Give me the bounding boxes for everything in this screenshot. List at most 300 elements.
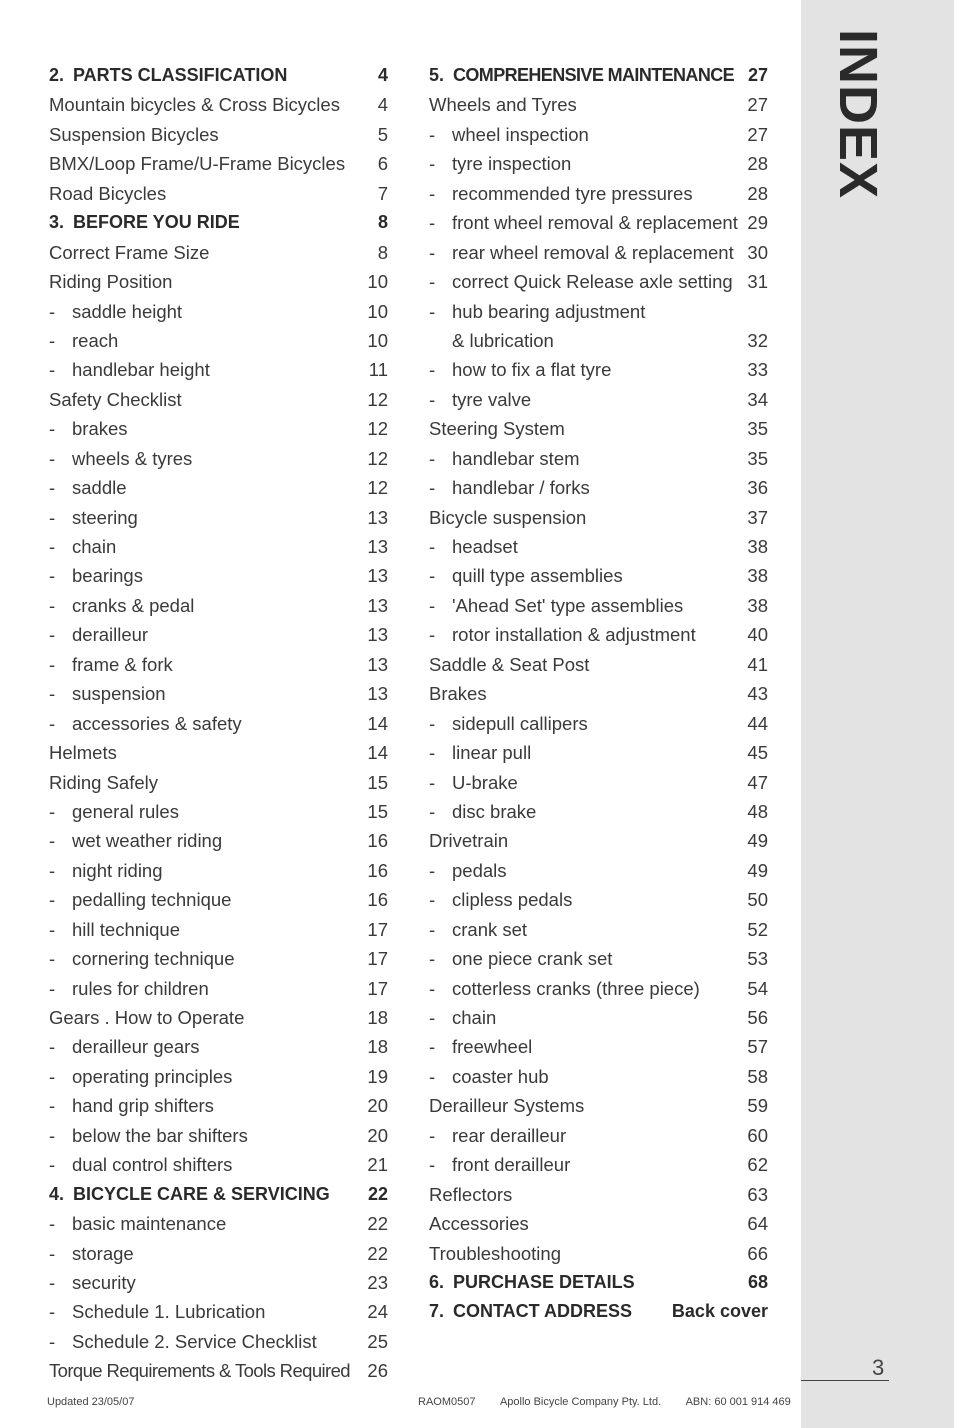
toc-entry-title: disc brake — [452, 800, 537, 822]
toc-bullet-dash: - — [429, 241, 436, 263]
toc-section-number: 3. — [49, 212, 65, 233]
toc-bullet-dash: - — [429, 977, 436, 999]
toc-page-number: 14 — [367, 742, 388, 764]
toc-entry-title: saddle — [72, 477, 127, 499]
toc-entry-title: cotterless cranks (three piece) — [452, 977, 700, 999]
toc-page-number: 33 — [747, 359, 768, 381]
toc-bullet-dash: - — [429, 742, 436, 764]
toc-entry — [49, 826, 388, 855]
toc-entry — [49, 297, 388, 326]
toc-page-number: 41 — [747, 653, 768, 675]
toc-page-number: 37 — [747, 506, 768, 528]
toc-page-number: 62 — [747, 1154, 768, 1176]
toc-bullet-dash: - — [429, 359, 436, 381]
toc-entry-title: Derailleur Systems — [429, 1095, 585, 1117]
toc-page-number: 30 — [747, 241, 768, 263]
toc-entry — [429, 591, 768, 620]
toc-entry — [49, 473, 388, 502]
toc-entry-title: general rules — [72, 800, 179, 822]
toc-entry — [429, 149, 768, 178]
toc-page-number: 64 — [747, 1213, 768, 1235]
toc-entry — [429, 414, 768, 443]
toc-entry-title: correct Quick Release axle setting — [452, 271, 733, 293]
toc-bullet-dash: - — [49, 1213, 56, 1235]
toc-bullet-dash: - — [429, 477, 436, 499]
toc-entry — [49, 1062, 388, 1091]
toc-right-column — [429, 61, 768, 1327]
toc-page-number: 17 — [367, 948, 388, 970]
toc-page-number: 13 — [367, 683, 388, 705]
toc-entry-title: Mountain bicycles & Cross Bicycles — [49, 94, 340, 116]
toc-page-number: 4 — [377, 65, 388, 85]
toc-entry — [429, 826, 768, 855]
toc-entry-title: storage — [72, 1242, 134, 1264]
toc-entry-title: bearings — [72, 565, 143, 587]
toc-bullet-dash: - — [429, 153, 436, 175]
toc-bullet-dash: - — [429, 859, 436, 881]
toc-entry — [49, 738, 388, 767]
toc-bullet-dash: - — [49, 506, 56, 528]
toc-bullet-dash: - — [49, 977, 56, 999]
toc-entry — [49, 591, 388, 620]
toc-page-number: 45 — [747, 742, 768, 764]
toc-page-number: 49 — [747, 830, 768, 852]
toc-entry-title: Gears . How to Operate — [49, 1007, 245, 1028]
toc-bullet-dash: - — [49, 653, 56, 675]
toc-page-number: 49 — [747, 859, 768, 881]
toc-bullet-dash: - — [49, 1271, 56, 1293]
toc-page-number: 13 — [367, 565, 388, 587]
toc-bullet-dash: - — [49, 918, 56, 940]
toc-entry-title: Troubleshooting — [429, 1242, 561, 1264]
toc-page-number: 14 — [367, 712, 388, 734]
toc-entry-title: tyre inspection — [452, 153, 572, 175]
toc-entry-title: frame & fork — [72, 653, 173, 675]
toc-entry — [429, 238, 768, 267]
toc-entry — [429, 944, 768, 973]
toc-page-number: Back cover — [671, 1301, 768, 1322]
toc-page-number: 13 — [367, 594, 388, 616]
toc-bullet-dash: - — [49, 712, 56, 734]
toc-entry — [49, 944, 388, 973]
toc-entry-title: operating principles — [72, 1065, 233, 1087]
toc-left-column — [49, 61, 388, 1386]
toc-page-number: 22 — [367, 1213, 388, 1235]
toc-entry — [429, 1209, 768, 1238]
toc-entry-title: & lubrication — [452, 329, 554, 351]
toc-entry — [49, 1003, 388, 1032]
footer-company: Apollo Bicycle Company Pty. Ltd. — [499, 1396, 662, 1408]
toc-page-number: 68 — [747, 1271, 768, 1292]
toc-entry-title: CONTACT ADDRESS — [453, 1301, 632, 1322]
toc-page-number: 28 — [747, 153, 768, 175]
toc-entry-title: front derailleur — [452, 1154, 571, 1176]
toc-entry — [49, 414, 388, 443]
toc-section-heading — [429, 1297, 768, 1326]
toc-entry-title: U-brake — [452, 771, 518, 793]
toc-bullet-dash: - — [49, 359, 56, 381]
toc-bullet-dash: - — [49, 859, 56, 881]
toc-page-number: 54 — [747, 977, 768, 999]
toc-entry — [429, 974, 768, 1003]
toc-entry-title: hand grip shifters — [72, 1095, 214, 1117]
toc-entry-title: Steering System — [429, 418, 565, 440]
toc-page-number: 44 — [747, 712, 768, 734]
toc-entry-title: derailleur gears — [72, 1036, 200, 1058]
toc-entry-title: tyre valve — [452, 388, 532, 410]
toc-entry-title: Correct Frame Size — [49, 241, 210, 263]
toc-page-number: 56 — [747, 1007, 768, 1028]
toc-entry — [49, 679, 388, 708]
toc-entry — [429, 709, 768, 738]
toc-entry — [49, 1327, 388, 1356]
toc-page-number: 12 — [367, 388, 388, 410]
toc-entry-title: hill technique — [72, 918, 180, 940]
toc-entry — [49, 179, 388, 208]
toc-bullet-dash: - — [49, 830, 56, 852]
toc-entry — [429, 179, 768, 208]
toc-entry — [49, 444, 388, 473]
toc-page-number: 60 — [747, 1124, 768, 1146]
toc-section-number: 6. — [429, 1271, 445, 1292]
toc-bullet-dash: - — [429, 536, 436, 557]
toc-entry-title: Accessories — [429, 1213, 529, 1235]
toc-entry — [429, 297, 768, 326]
toc-bullet-dash: - — [429, 800, 436, 822]
toc-entry — [49, 326, 388, 355]
toc-bullet-dash: - — [429, 388, 436, 410]
toc-page-number: 36 — [747, 477, 768, 499]
toc-bullet-dash: - — [429, 1065, 436, 1087]
toc-entry — [429, 208, 768, 237]
toc-page-number: 48 — [747, 800, 768, 822]
toc-entry — [49, 355, 388, 384]
toc-bullet-dash: - — [49, 477, 56, 499]
toc-entry — [49, 385, 388, 414]
toc-entry-title: coaster hub — [452, 1065, 549, 1087]
toc-entry-title: Helmets — [49, 742, 117, 764]
toc-entry-title: one piece crank set — [452, 948, 613, 970]
toc-entry-title: rotor installation & adjustment — [452, 624, 696, 646]
toc-bullet-dash: - — [49, 418, 56, 440]
footer-updated: Updated 23/05/07 — [47, 1396, 135, 1408]
toc-entry-title: freewheel — [452, 1036, 533, 1058]
toc-entry — [429, 679, 768, 708]
toc-entry-title: front wheel removal & replacement — [452, 212, 738, 234]
toc-page-number: 35 — [747, 447, 768, 469]
toc-page-number: 38 — [747, 565, 768, 587]
toc-entry — [429, 532, 768, 561]
toc-page-number: 19 — [367, 1065, 388, 1087]
toc-entry-title: Torque Requirements & Tools Required — [49, 1360, 350, 1382]
toc-entry — [429, 473, 768, 502]
toc-entry-title: rear derailleur — [452, 1124, 567, 1146]
toc-entry-title: Riding Safely — [49, 771, 159, 793]
toc-bullet-dash: - — [429, 447, 436, 469]
toc-entry-title: headset — [452, 536, 518, 557]
toc-entry — [429, 650, 768, 679]
toc-entry-title: below the bar shifters — [72, 1124, 248, 1146]
toc-entry-title: reach — [72, 329, 119, 351]
toc-entry-title: derailleur — [72, 624, 149, 646]
toc-page-number: 63 — [747, 1183, 768, 1205]
toc-bullet-dash: - — [429, 300, 436, 322]
toc-entry-title: Schedule 1. Lubrication — [72, 1301, 266, 1323]
toc-entry — [49, 90, 388, 119]
toc-section-heading — [49, 1180, 388, 1209]
toc-page-number: 27 — [747, 123, 768, 145]
toc-entry — [49, 1356, 388, 1385]
toc-entry — [49, 856, 388, 885]
toc-entry — [49, 1032, 388, 1061]
toc-entry — [49, 768, 388, 797]
toc-bullet-dash: - — [49, 624, 56, 646]
toc-page-number: 11 — [368, 359, 388, 381]
toc-page-number: 59 — [747, 1095, 768, 1117]
toc-page-number: 34 — [747, 388, 768, 410]
toc-entry-title: BMX/Loop Frame/U-Frame Bicycles — [49, 153, 346, 175]
toc-entry — [429, 1062, 768, 1091]
page-number: 3 — [872, 1355, 885, 1380]
toc-page-number: 53 — [747, 948, 768, 970]
toc-page-number: 31 — [747, 271, 768, 293]
toc-page-number: 15 — [367, 771, 388, 793]
toc-entry-title: quill type assemblies — [452, 565, 623, 587]
toc-section-heading — [49, 208, 388, 237]
toc-entry — [429, 503, 768, 532]
toc-section-number: 2. — [49, 65, 65, 85]
toc-bullet-dash: - — [429, 212, 436, 234]
toc-page-number: 6 — [377, 153, 388, 175]
toc-entry-title: Riding Position — [49, 271, 173, 293]
toc-page-number: 21 — [367, 1154, 388, 1176]
toc-page-number: 57 — [747, 1036, 768, 1058]
toc-page-number: 58 — [747, 1065, 768, 1087]
toc-bullet-dash: - — [429, 182, 436, 204]
toc-entry-title: how to fix a flat tyre — [452, 359, 612, 381]
toc-page-number: 17 — [367, 918, 388, 940]
toc-page-number: 26 — [367, 1360, 388, 1382]
toc-entry-title: hub bearing adjustment — [452, 300, 646, 322]
toc-entry — [429, 385, 768, 414]
toc-entry — [49, 885, 388, 914]
toc-entry — [49, 238, 388, 267]
toc-entry-title: sidepull callipers — [452, 712, 588, 734]
toc-bullet-dash: - — [49, 1242, 56, 1264]
toc-page-number: 38 — [747, 594, 768, 616]
toc-entry-title: clipless pedals — [452, 889, 573, 911]
toc-entry-title: accessories & safety — [72, 712, 242, 734]
toc-bullet-dash: - — [429, 889, 436, 911]
toc-entry-title: night riding — [72, 859, 163, 881]
toc-bullet-dash: - — [49, 300, 56, 322]
toc-page-number: 40 — [747, 624, 768, 646]
toc-page-number: 16 — [367, 859, 388, 881]
toc-page-number: 13 — [367, 653, 388, 675]
toc-bullet-dash: - — [429, 594, 436, 616]
toc-section-heading — [49, 61, 388, 90]
toc-entry-title: BICYCLE CARE & SERVICING — [73, 1183, 330, 1204]
toc-entry — [429, 1091, 768, 1120]
toc-entry — [49, 532, 388, 561]
toc-bullet-dash: - — [49, 329, 56, 351]
toc-entry — [429, 561, 768, 590]
toc-entry — [49, 620, 388, 649]
toc-page-number: 24 — [367, 1301, 388, 1323]
toc-bullet-dash: - — [429, 624, 436, 646]
toc-page-number: 13 — [367, 506, 388, 528]
toc-entry-title: wet weather riding — [72, 830, 223, 852]
toc-page-number: 12 — [367, 418, 388, 440]
toc-entry-title: crank set — [452, 918, 528, 940]
toc-entry-title: Saddle & Seat Post — [429, 653, 590, 675]
toc-entry — [429, 768, 768, 797]
toc-entry — [49, 503, 388, 532]
toc-entry — [49, 797, 388, 826]
toc-entry-title: pedals — [452, 859, 507, 881]
toc-page-number: 50 — [747, 889, 768, 911]
toc-entry-title: saddle height — [72, 300, 183, 322]
toc-bullet-dash: - — [429, 1124, 436, 1146]
toc-page-number: 12 — [367, 477, 388, 499]
toc-entry-title: Bicycle suspension — [429, 506, 587, 528]
toc-page-number: 18 — [367, 1007, 388, 1028]
toc-page-number: 15 — [367, 800, 388, 822]
toc-entry-title: COMPREHENSIVE MAINTENANCE — [453, 65, 735, 85]
toc-entry — [429, 620, 768, 649]
toc-bullet-dash: - — [49, 1154, 56, 1176]
toc-entry-title: recommended tyre pressures — [452, 182, 693, 204]
toc-entry-title: steering — [72, 506, 138, 528]
toc-entry-title: chain — [452, 1007, 497, 1028]
toc-entry — [429, 1032, 768, 1061]
toc-entry — [429, 326, 768, 355]
toc-entry-title: dual control shifters — [72, 1154, 233, 1176]
toc-bullet-dash: - — [49, 683, 56, 705]
toc-page-number: 8 — [377, 212, 388, 233]
toc-bullet-dash: - — [49, 1301, 56, 1323]
toc-section-heading — [429, 1268, 768, 1297]
toc-entry-title: rear wheel removal & replacement — [452, 241, 734, 263]
toc-entry — [49, 149, 388, 178]
toc-entry — [49, 650, 388, 679]
toc-page-number: 12 — [367, 447, 388, 469]
toc-bullet-dash: - — [429, 712, 436, 734]
toc-section-number: 4. — [49, 1183, 65, 1204]
toc-entry-title: brakes — [72, 418, 128, 440]
toc-entry-title: pedalling technique — [72, 889, 232, 911]
toc-bullet-dash: - — [429, 123, 436, 145]
toc-bullet-dash: - — [49, 1036, 56, 1058]
toc-bullet-dash: - — [429, 1154, 436, 1176]
toc-bullet-dash: - — [429, 918, 436, 940]
toc-page-number: 18 — [367, 1036, 388, 1058]
toc-entry — [49, 267, 388, 296]
toc-entry — [49, 974, 388, 1003]
toc-section-heading — [429, 61, 768, 90]
toc-section-number: 7. — [429, 1301, 445, 1322]
toc-page-number: 27 — [747, 65, 768, 85]
toc-bullet-dash: - — [49, 889, 56, 911]
toc-entry — [429, 1003, 768, 1032]
toc-entry-title: linear pull — [452, 742, 532, 764]
toc-bullet-dash: - — [49, 1124, 56, 1146]
toc-entry-title: wheels & tyres — [72, 447, 193, 469]
toc-entry — [429, 797, 768, 826]
toc-bullet-dash: - — [49, 948, 56, 970]
toc-entry — [429, 444, 768, 473]
toc-page-number: 16 — [367, 830, 388, 852]
toc-entry-title: handlebar height — [72, 359, 210, 381]
toc-page-number: 32 — [747, 329, 768, 351]
toc-page-number: 10 — [367, 329, 388, 351]
toc-entry — [49, 709, 388, 738]
toc-bullet-dash: - — [49, 594, 56, 616]
toc-bullet-dash: - — [49, 447, 56, 469]
toc-entry-title: Safety Checklist — [49, 388, 182, 410]
toc-section-number: 5. — [429, 65, 445, 85]
toc-entry — [429, 355, 768, 384]
toc-page-number: 43 — [747, 683, 768, 705]
toc-entry-title: PARTS CLASSIFICATION — [73, 65, 288, 85]
toc-bullet-dash: - — [49, 536, 56, 557]
toc-page-number: 66 — [747, 1242, 768, 1264]
toc-page-number: 10 — [367, 300, 388, 322]
toc-entry — [429, 738, 768, 767]
toc-page-number: 13 — [367, 624, 388, 646]
toc-page-number: 17 — [367, 977, 388, 999]
toc-entry-title: Brakes — [429, 683, 487, 705]
toc-bullet-dash: - — [49, 1095, 56, 1117]
toc-entry — [429, 915, 768, 944]
toc-entry-title: Reflectors — [429, 1183, 513, 1205]
toc-entry — [429, 885, 768, 914]
toc-page-number: 22 — [367, 1242, 388, 1264]
toc-entry-title: basic maintenance — [72, 1213, 227, 1235]
toc-entry-title: Drivetrain — [429, 830, 509, 852]
toc-entry-title: Suspension Bicycles — [49, 123, 219, 145]
toc-page-number: 27 — [747, 94, 768, 116]
toc-bullet-dash: - — [49, 565, 56, 587]
toc-entry-title: security — [72, 1271, 136, 1293]
toc-page-number: 52 — [747, 918, 768, 940]
toc-bullet-dash: - — [429, 271, 436, 293]
toc-entry-title: 'Ahead Set' type assemblies — [452, 594, 684, 616]
index-side-band — [801, 0, 954, 1428]
toc-entry — [429, 90, 768, 119]
toc-entry — [49, 120, 388, 149]
toc-entry — [429, 1121, 768, 1150]
toc-page-number: 22 — [367, 1183, 388, 1204]
toc-entry-title: BEFORE YOU RIDE — [73, 212, 240, 233]
toc-entry — [49, 1239, 388, 1268]
toc-entry-title: wheel inspection — [452, 123, 589, 145]
toc-entry — [429, 856, 768, 885]
toc-entry-title: handlebar / forks — [452, 477, 590, 499]
toc-page-number: 29 — [747, 212, 768, 234]
index-title: INDEX — [828, 28, 888, 200]
toc-bullet-dash: - — [429, 771, 436, 793]
toc-entry-title: suspension — [72, 683, 166, 705]
toc-page-number: 20 — [367, 1124, 388, 1146]
footer-abn: ABN: 60 001 914 469 — [685, 1396, 791, 1408]
toc-entry-title: PURCHASE DETAILS — [453, 1271, 635, 1292]
toc-entry — [49, 1297, 388, 1326]
toc-page-number: 8 — [377, 241, 388, 263]
toc-entry — [429, 1180, 768, 1209]
toc-page-number: 13 — [367, 536, 388, 557]
toc-page-number: 10 — [367, 271, 388, 293]
